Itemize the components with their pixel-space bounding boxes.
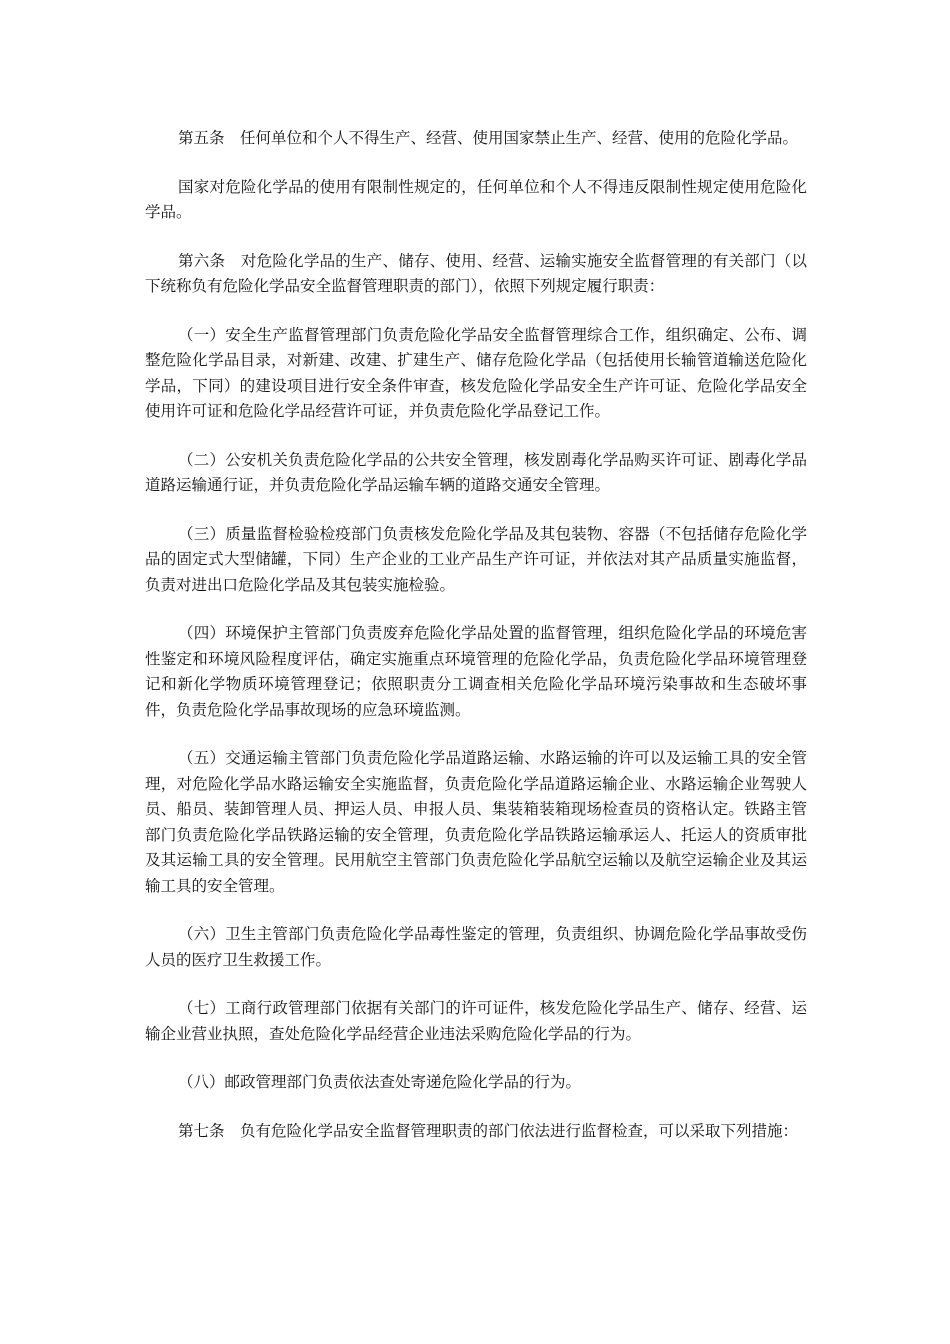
document-body — [145, 126, 807, 1167]
paragraph-item-5: （五）交通运输主管部门负责危险化学品道路运输、水路运输的许可以及运输工具的安全管理，对危险化学品水路运输安全实施监督，负责危险化学品道路运输企业、水路运输企业驾驶人员、船员、装卸管理人员、押运人员、申报人员、集装箱装箱现场检查员的资格认定。铁路主管部门负责危险化学品铁路运输的安全管理，负责危险化学品铁路运输承运人、托运人的资质审批及其运输工具的安全管理。民用航空主管部门负责危险化学品航空运输以及航空运输企业及其运输工具的安全管理。 — [145, 749, 807, 895]
paragraph-item-6: （六）卫生主管部门负责危险化学品毒性鉴定的管理，负责组织、协调危险化学品事故受伤人员的医疗卫生救援工作。 — [145, 925, 807, 969]
paragraph-item-4: （四）环境保护主管部门负责废弃危险化学品处置的监督管理，组织危险化学品的环境危害性鉴定和环境风险程度评估，确定实施重点环境管理的危险化学品，负责危险化学品环境管理登记和新化学物质环境管理登记；依照职责分工调查相关危险化学品环境污染事故和生态破坏事件，负责危险化学品事故现场的应急环境监测。 — [145, 624, 807, 719]
paragraph-item-3: （三）质量监督检验检疫部门负责核发危险化学品及其包装物、容器（不包括储存危险化学品的固定式大型储罐，下同）生产企业的工业产品生产许可证，并依法对其产品质量实施监督，负责对进出口危险化学品及其包装实施检验。 — [145, 524, 807, 594]
paragraph-article-6: 第六条 对危险化学品的生产、储存、使用、经营、运输实施安全监督管理的有关部门（以下统称负有危险化学品安全监督管理职责的部门），依照下列规定履行职责： — [145, 251, 807, 295]
paragraph-article-5: 第五条 任何单位和个人不得生产、经营、使用国家禁止生产、经营、使用的危险化学品。 — [178, 129, 799, 147]
paragraph-item-2: （二）公安机关负责危险化学品的公共安全管理，核发剧毒化学品购买许可证、剧毒化学品道路运输通行证，并负责危险化学品运输车辆的道路交通安全管理。 — [145, 450, 807, 494]
paragraph-article-7: 第七条 负有危险化学品安全监督管理职责的部门依法进行监督检查，可以采取下列措施： — [178, 1121, 799, 1140]
paragraph-item-8: （八）邮政管理部门负责依法查处寄递危险化学品的行为。 — [178, 1073, 582, 1091]
paragraph-item-1: （一）安全生产监督管理部门负责危险化学品安全监督管理综合工作，组织确定、公布、调整危险化学品目录，对新建、改建、扩建生产、储存危险化学品（包括使用长输管道输送危险化学品，下同）的建设项目进行安全条件审查，核发危险化学品安全生产许可证、危险化学品安全使用许可证和危险化学品经营许可证，并负责危险化学品登记工作。 — [145, 325, 807, 420]
paragraph-restricted-use: 国家对危险化学品的使用有限制性规定的，任何单位和个人不得违反限制性规定使用危险化学品。 — [145, 177, 807, 221]
paragraph-item-7: （七）工商行政管理部门依据有关部门的许可证件，核发危险化学品生产、储存、经营、运输企业营业执照，查处危险化学品经营企业违法采购危险化学品的行为。 — [145, 999, 807, 1043]
